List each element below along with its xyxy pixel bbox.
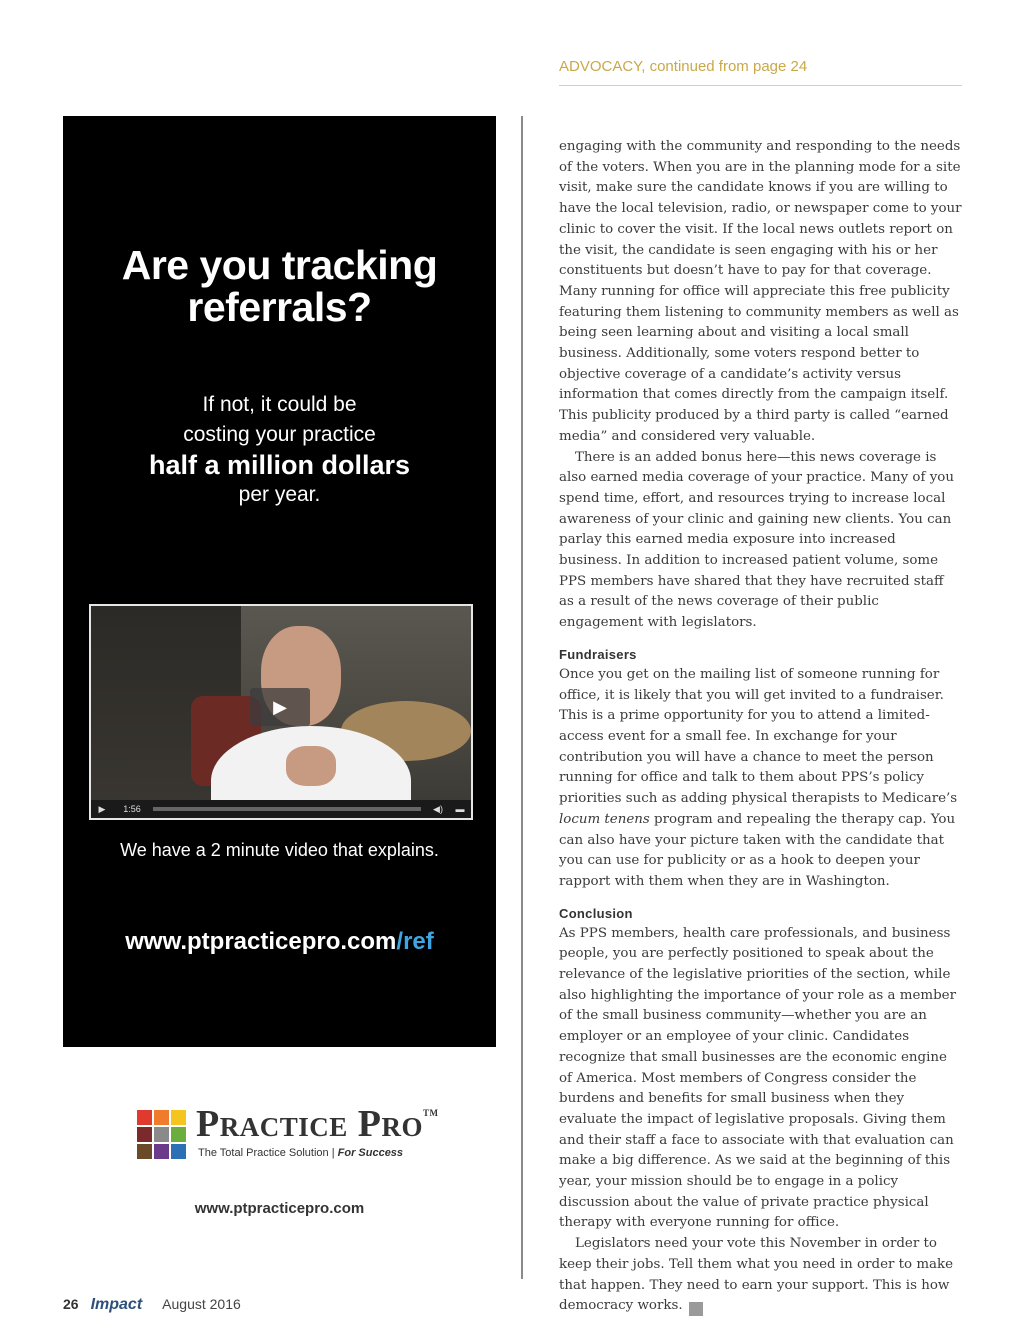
article-paragraph: There is an added bonus here—this news coverage is also earned media coverage of your practice. Many of you spend time, effort, and resources trying to increase local awareness of your clinic and gaining new clients. You can parlay this earned media exposure into increased business. In addition to increased patient volume, some PPS members have shared that they have recruited staff as a result of the news coverage of their public engagement with legislators. — [559, 449, 954, 631]
publication-name: Impact — [90, 1296, 143, 1313]
ad-sub-emphasis: half a million dollars — [148, 450, 411, 480]
logo-name-text: Practice Pro — [196, 1103, 423, 1145]
ad-subheadline — [63, 390, 496, 510]
logo-square — [154, 1127, 169, 1142]
logo-color-grid — [137, 1110, 189, 1162]
video-person-hands — [286, 746, 336, 786]
logo-tagline-text: The Total Practice Solution | — [198, 1147, 338, 1159]
section-heading-fundraisers: Fundraisers — [559, 646, 637, 662]
section-heading-conclusion: Conclusion — [559, 905, 633, 921]
fullscreen-icon[interactable]: ▬ — [455, 804, 465, 814]
logo-square — [154, 1144, 169, 1159]
advertisement — [63, 116, 496, 1047]
video-player[interactable] — [89, 604, 473, 820]
logo-square — [171, 1144, 186, 1159]
ad-sub-line: costing your practice — [183, 423, 376, 446]
ad-url-main: www.ptpracticepro.com — [125, 928, 397, 955]
video-time: 1:56 — [123, 804, 141, 814]
ad-headline-line: referrals? — [187, 284, 372, 330]
ad-sub-line: per year. — [238, 483, 321, 506]
logo-name — [196, 1102, 438, 1146]
logo-square — [137, 1127, 152, 1142]
logo-tagline-emphasis: For Success — [337, 1147, 404, 1159]
play-icon[interactable]: ▶ — [98, 803, 106, 814]
ad-headline-line: Are you tracking — [121, 242, 438, 288]
article-paragraph: engaging with the community and responding to the needs of the voters. When you are in the planning mode for a site visit, make sure the candidate knows if you are willing to have the local television, radio, or newspaper come to your clinic to cover the visit. If the local news outlets report on the visit, the candidate is seen engaging with his or her constituents but doesn’t have to pay for that coverage. Many running for office will appreciate this free publicity featuring them listening to community members as well as being seen learning about and visiting a local small business. Additionally, some voters respond better to objective coverage of a candidate’s activity versus information that comes directly from the campaign itself. This publicity produced by a third party is called “earned media” and considered very valuable. — [559, 139, 962, 444]
volume-icon[interactable]: ◀) — [433, 803, 443, 814]
article-text: Once you get on the mailing list of someone running for office, it is likely that you will get invited to a fundraiser. This is a prime opportunity for you to attend a limited-access event for a small fee. In exchange for your contribution you will have a chance to meet the person running for office and talk to them about PPS’s policy priorities such as adding physical therapists to Medicare’s — [559, 666, 958, 807]
article-paragraph: As PPS members, health care professionals, and business people, you are perfectly positioned to speak about the relevance of the legislative priorities of the section, while also highlighting the importance of your role as a member of the small business community—whether you are an employer or an employee of your clinic. Candidates recognize that small businesses are the economic engine of America. Most members of Congress consider the burdens and benefits for small business when they evaluate the impact of legislative proposals. Giving them and their staff a face to associate with that evaluation can make a big difference. As we said at the beginning of this year, your mission should be to engage in a policy discussion about the value of private practice physical therapy with everyone running for office. — [559, 925, 956, 1231]
logo-square — [137, 1144, 152, 1159]
logo-trademark: TM — [422, 1108, 439, 1118]
play-button[interactable] — [250, 688, 310, 726]
logo-tagline — [198, 1147, 403, 1159]
ad-url-accent: /ref — [396, 928, 434, 955]
page-number: 26 — [63, 1296, 79, 1312]
article-body — [559, 137, 962, 1317]
article-paragraph — [559, 665, 962, 893]
ad-url-link[interactable] — [63, 928, 496, 956]
issue-date: August 2016 — [162, 1296, 241, 1312]
column-divider — [521, 116, 523, 1279]
video-controls — [91, 800, 471, 818]
ad-footer-url[interactable]: www.ptpracticepro.com — [194, 1200, 365, 1217]
logo-square — [137, 1110, 152, 1125]
page-footer — [63, 1296, 241, 1314]
article-text: program and repealing the therapy cap. You can also have your picture taken with the candidate that you can use for publicity or as a hook to deepen your rapport with them when they are in Washington. — [559, 811, 956, 889]
logo-square — [171, 1110, 186, 1125]
play-icon: ▶ — [273, 696, 287, 717]
ad-video-caption: We have a 2 minute video that explains. — [120, 840, 439, 860]
article-text: Legislators need your vote this November in order to keep their jobs. Tell them what you need in order to make that happen. They need to earn your support. This is how democracy works. — [559, 1236, 954, 1314]
end-mark-icon: I — [689, 1302, 703, 1316]
video-progress-track[interactable] — [153, 807, 421, 811]
ad-headline — [63, 244, 496, 328]
article-italic: locum tenens — [559, 811, 650, 827]
practice-pro-logo — [137, 1103, 439, 1170]
article-paragraph-final — [559, 1234, 962, 1317]
ad-sub-line: If not, it could be — [202, 393, 357, 416]
logo-square — [154, 1110, 169, 1125]
logo-square — [171, 1127, 186, 1142]
continuation-header: ADVOCACY, continued from page 24 — [559, 58, 962, 86]
